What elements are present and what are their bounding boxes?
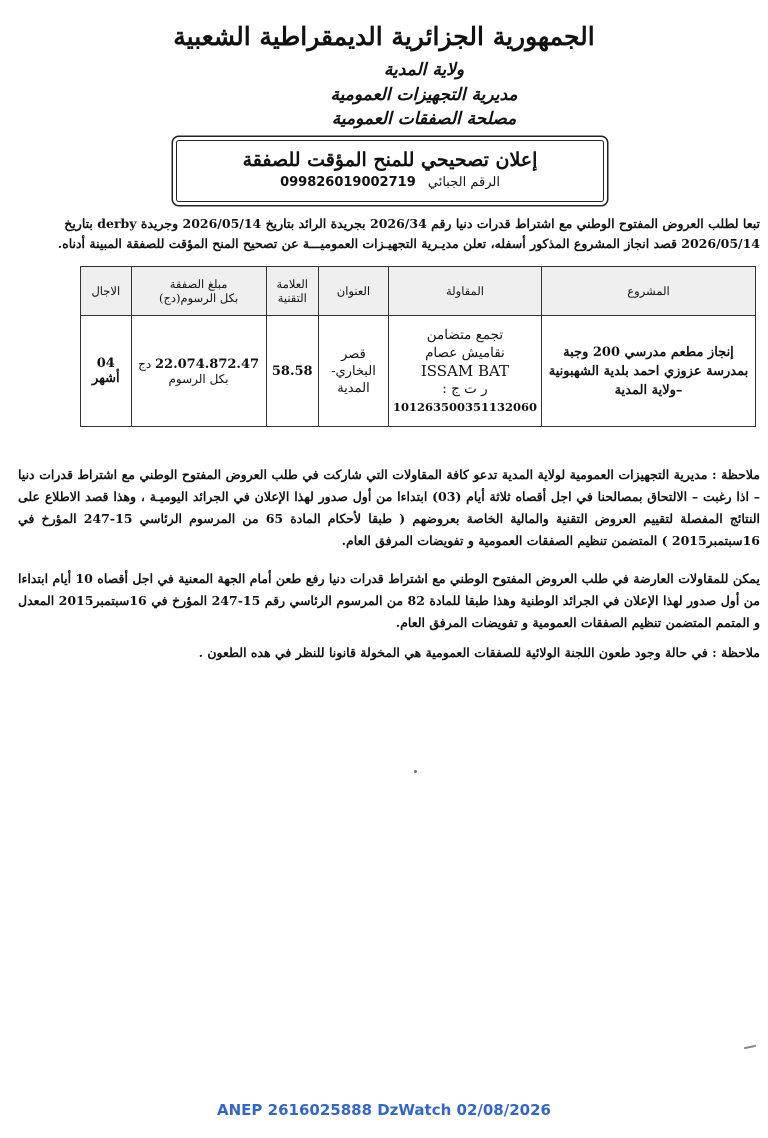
amount-currency: دج (138, 356, 152, 371)
announcement-title-box (176, 140, 604, 202)
duration-value: 04 (96, 356, 115, 371)
duration-unit: أشهر (91, 371, 120, 386)
intro-paragraph (18, 214, 760, 254)
header-score (266, 267, 318, 316)
header-contractor: المقاولة (388, 267, 541, 316)
table-header-row (81, 267, 756, 316)
provisional-award-table (80, 266, 756, 427)
tax-id-value: 099826019002719 (280, 175, 416, 190)
header-duration: الاجال (81, 267, 132, 316)
contractor-line-2: نقاميش عصام (425, 345, 505, 361)
tax-id-label: الرقم الجبائي (427, 175, 500, 190)
contractor-latin-name: ISSAM BAT (420, 362, 510, 380)
service-heading: مصلحة الصفقات العمومية (331, 109, 517, 129)
cell-amount (131, 316, 266, 427)
contractor-line-4: ر ت ج : (442, 381, 488, 397)
header-project: المشروع (541, 267, 755, 316)
header-amount (131, 267, 266, 316)
intro-line-1: تبعا لطلب العروض المفتوح الوطني مع اشتراط قدرات دنيا رقم 2026/34 بجريدة الرائد بتاريخ 2026/05/14 وجريدة derby بتاريخ (64, 216, 760, 231)
note-results-paragraph: ملاحظة : مديرية التجهيزات العمومية لولاية المدية تدعو كافة المقاولات التي شاركت في طلب العروض المفتوح الوطني مع اشتراط قدرات دنيا – اذا رغبت – الالتحاق بمصالحنا في اجل أقصاه ثلاثة أيام (03) ابتداءا من أول صدور لهذا الإعلان في الجرائد اليوميـة ، وهذا قصد الاطلاع على النتائج المفصلة لتقييم العروض التقنية والمالية الخاصة بعروضهم ( طبقا لأحكام المادة 65 من المرسوم الرئاسي 15-247 المؤرخ في 16سبتمبر2015 ) المتضمن تنظيم الصفقات العمومية و تفويضات المرفق العام. (18, 467, 760, 548)
header-amount-line-1: مبلغ الصفقة (169, 277, 228, 291)
header-score-line-1: العلامة (276, 277, 308, 291)
intro-line-2: 2026/05/14 قصد انجاز المشروع المذكور أسفله، تعلن مديـرية التجهيـزات العموميـــة عن تصحيح المنح المؤقت للصفقة المبينة أدناه. (57, 236, 760, 251)
cell-contractor (388, 316, 541, 427)
note-appeals-committee: ملاحظة : في حالة وجود طعون اللجنة الولائية للصفقات العمومية هي المخولة قانونا للنظر في هده الطعون . (198, 645, 760, 660)
contractor-registry-number: 101263500351132060 (392, 400, 537, 414)
contractor-line-1: تجمع متضامن (426, 327, 504, 343)
scan-speck (414, 770, 417, 773)
wilaya-heading: ولاية المدية (383, 60, 465, 80)
header-score-line-2: التقنية (277, 291, 307, 305)
directorate-heading: مديرية التجهيزات العمومية (330, 85, 518, 105)
cell-duration (81, 316, 132, 427)
header-amount-line-2: بكل الرسوم(دج) (158, 291, 239, 305)
appeal-paragraph: يمكن للمقاولات العارضة في طلب العروض المفتوح الوطني مع اشتراط قدرات دنيا رفع طعن أمام الجهة المعنية في اجل أقصاه 10 أيام ابتداءا من أول صدور لهذا الإعلان في الجرائد الوطنية وهذا طبقا للمادة 82 من المرسوم الرئاسي رقم 15-247 المؤرخ في 16سبتمبر2015 المعدل و المتمم المتضمن تنظيم الصفقات العمومية و تفويضات المرفق العام. (18, 571, 761, 630)
cell-score: 58.58 (266, 316, 318, 427)
announcement-title: إعلان تصحيحي للمنح المؤقت للصفقة (242, 149, 538, 171)
amount-note: بكل الرسوم (168, 371, 229, 386)
cell-address: قصر البخاري- المدية (318, 316, 388, 427)
scan-mark (744, 1045, 756, 1049)
republic-heading: الجمهورية الجزائرية الديمقراطية الشعبية (173, 22, 595, 51)
publication-footer: ANEP 2616025888 DzWatch 02/08/2026 (217, 1101, 551, 1119)
tax-id-line (177, 175, 603, 190)
table-row (81, 316, 756, 427)
header-address: العنوان (318, 267, 388, 316)
cell-project: إنجاز مطعم مدرسي 200 وجبة بمدرسة عزوزي احمد بلدية الشهبونية –ولاية المدية (541, 316, 755, 427)
amount-value: 22.074.872.47 (155, 356, 260, 372)
